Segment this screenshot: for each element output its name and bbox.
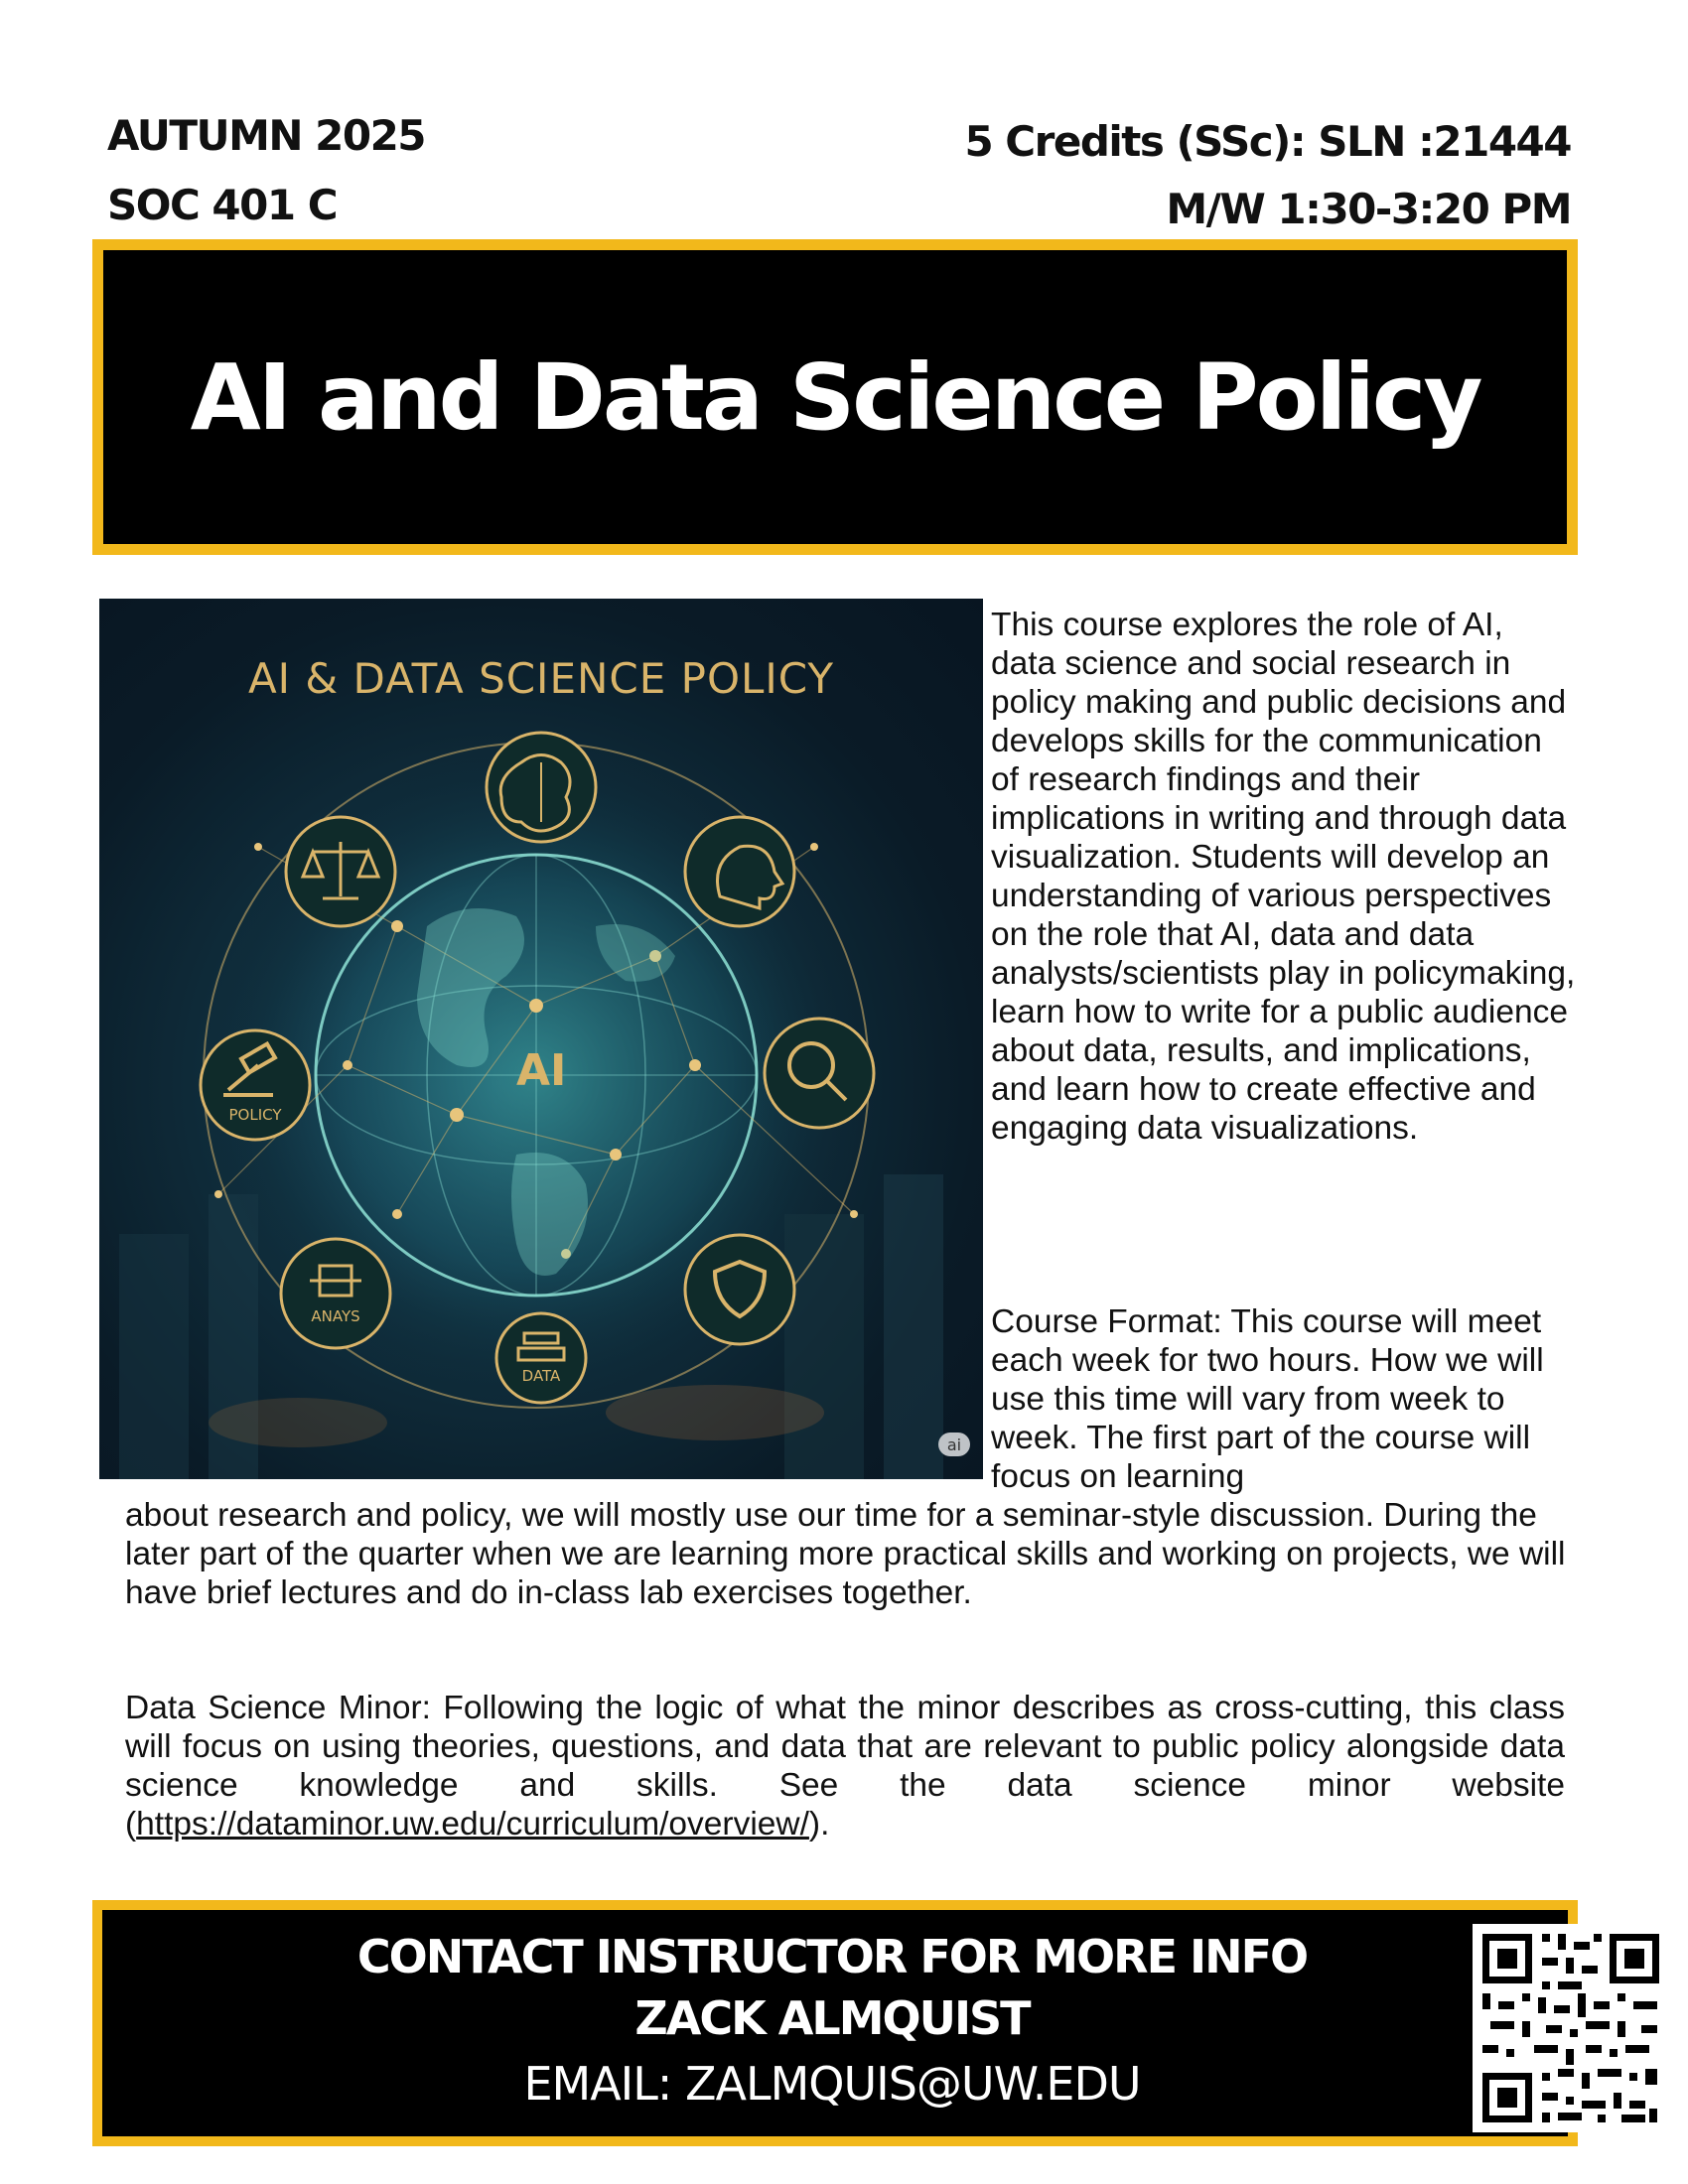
credits-sln: 5 Credits (SSc): SLN :21444: [964, 117, 1571, 166]
course-description: This course explores the role of AI, data science and social research in policy making and public decisions and develops skills for the communication of research findings and their implications in writing and through data visualization. Students will develop an understanding of various perspectives on the role that AI, data and data analysts/scientists play in policymaking, learn how to write for a public audience about data, results, and implications, and learn how to create effective and engaging data visualizations.: [991, 607, 1576, 1147]
minor-close: ).: [808, 1806, 830, 1843]
contact-heading: CONTACT INSTRUCTOR FOR MORE INFO: [356, 1930, 1308, 1983]
data-icon-label: DATA: [521, 1367, 561, 1385]
analytics-icon-label: ANAYS: [311, 1307, 360, 1325]
term-label: AUTUMN 2025: [107, 111, 426, 160]
course-format-part2: about research and policy, we will mostly use our time for a seminar-style discussion. During the later part of the quarter when we are learning more practical skills and working on projects, we will have brief lectures and do in-class lab exercises together.: [125, 1497, 1566, 1611]
minor-text: Data Science Minor: Following the logic of what the minor describes as cross-cutting, this class will focus on using theories, questions, and data that are relevant to public policy alongside data science knowledge and skills. See the data science minor website (: [125, 1690, 1565, 1843]
course-format-part1: Course Format: This course will meet each week for two hours. How we will use this time will vary from week to week. The first part of the course will focus on learning: [991, 1303, 1544, 1495]
page-title: AI and Data Science Policy: [190, 343, 1480, 451]
qr-code-icon: [1473, 1924, 1669, 2132]
meeting-time: M/W 1:30-3:20 PM: [1166, 185, 1571, 233]
instructor-email[interactable]: EMAIL: ZALMQUIS@UW.EDU: [523, 2057, 1141, 2111]
contact-banner: [92, 1900, 1578, 2146]
hero-heading: AI & DATA SCIENCE POLICY: [247, 654, 835, 703]
instructor-name: ZACK ALMQUIST: [634, 1991, 1030, 2045]
globe-illustration: [99, 599, 983, 1479]
qr-code[interactable]: [1473, 1924, 1669, 2132]
course-code: SOC 401 C: [107, 181, 338, 229]
hero-image: [99, 599, 983, 1479]
ai-badge-label: ai: [946, 1435, 962, 1454]
minor-website-link[interactable]: https://dataminor.uw.edu/curriculum/overview/: [136, 1806, 809, 1843]
title-banner: [92, 239, 1578, 555]
data-science-minor: [125, 1689, 1565, 1843]
globe-ai-label: AI: [516, 1045, 567, 1096]
policy-icon-label: POLICY: [228, 1106, 282, 1124]
